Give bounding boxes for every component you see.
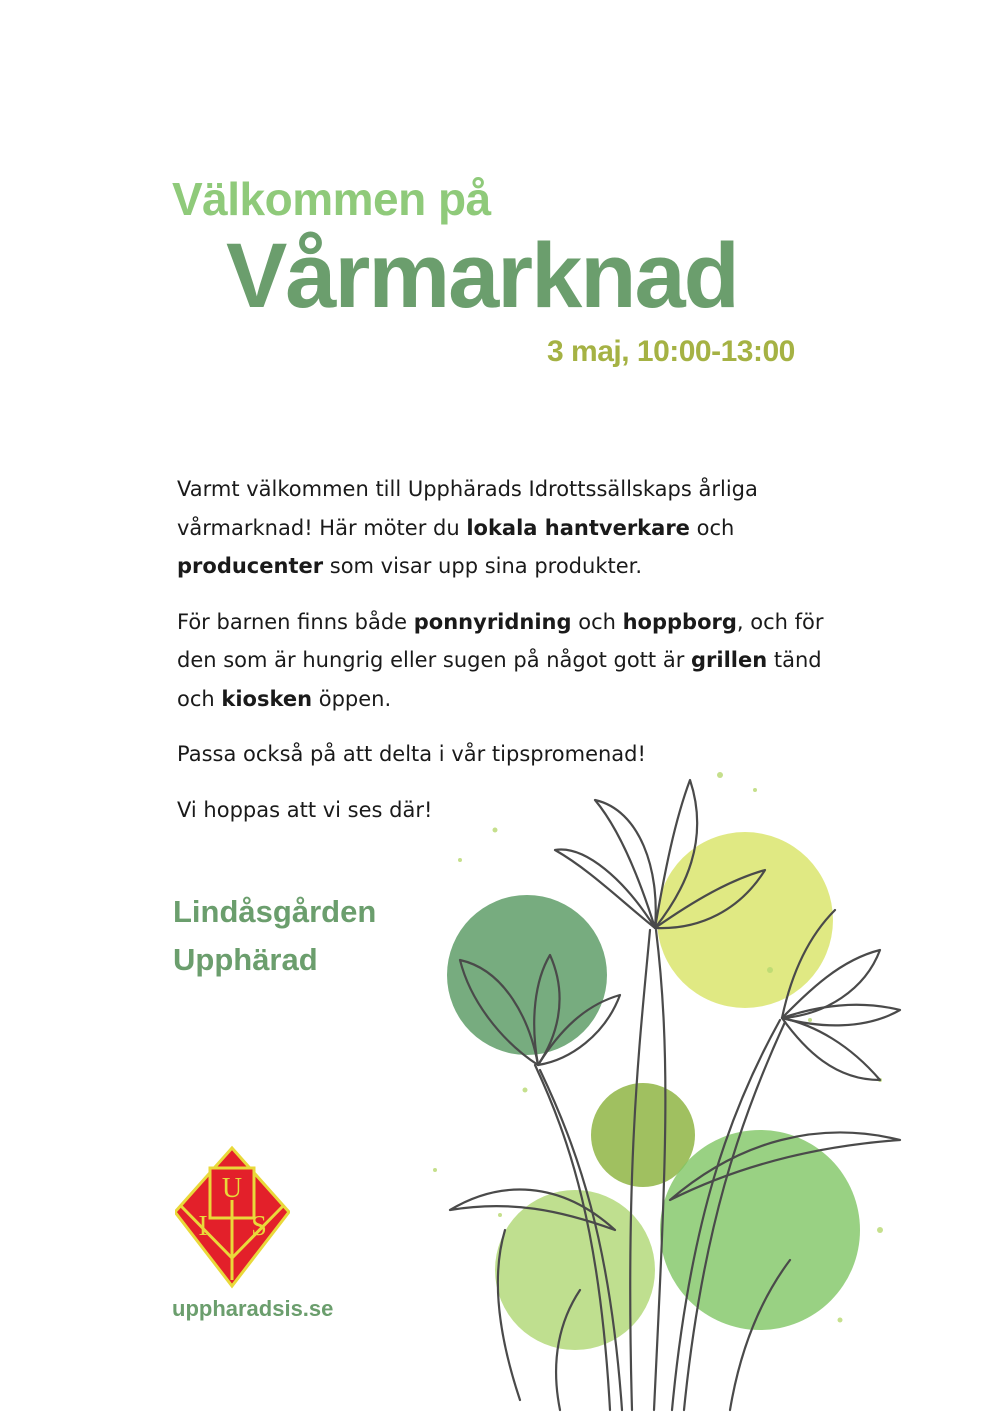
highlight-craftsmen: lokala hantverkare	[466, 515, 690, 540]
highlight-grill: grillen	[691, 648, 768, 672]
paragraph-activities: För barnen finns både ponnyridning och hoppborg, och för den som är hungrig eller sugen på något gott är grillen tänd och kiosken öppen.	[177, 609, 824, 711]
logo-letter-u: U	[221, 1173, 243, 1204]
flower-illustration-icon	[410, 760, 1000, 1414]
highlight-bouncy-castle: hoppborg	[622, 609, 737, 634]
venue-location: Upphärad	[173, 942, 318, 977]
green-blob-large	[660, 1130, 860, 1330]
logo-letter-s: S	[251, 1211, 267, 1242]
highlight-kiosk: kiosken	[221, 686, 313, 711]
paragraph-intro: Varmt välkommen till Upphärads Idrottssällskaps årliga vårmarknad! Här möter du lokala hantverkare och producenter som visar upp sina produkter.	[177, 477, 758, 578]
logo-letter-i: I	[198, 1211, 208, 1242]
venue-name: Lindåsgården	[173, 894, 377, 929]
page-title: Vårmarknad	[226, 225, 738, 327]
yellow-blob	[657, 832, 833, 1008]
highlight-pony: ponnyridning	[413, 609, 572, 634]
club-logo-icon	[175, 1140, 290, 1290]
paragraph-quiz-walk: Passa också på att delta i vår tipspromenad!	[177, 742, 646, 766]
dark-green-blob	[447, 895, 607, 1055]
website-link[interactable]: uppharadsis.se	[172, 1296, 334, 1321]
venue	[173, 888, 376, 984]
pre-title: Välkommen på	[172, 173, 491, 225]
highlight-producers: producenter	[177, 554, 324, 578]
event-date: 3 maj, 10:00-13:00	[547, 335, 795, 368]
paragraph-closing: Vi hoppas att vi ses där!	[177, 797, 433, 822]
